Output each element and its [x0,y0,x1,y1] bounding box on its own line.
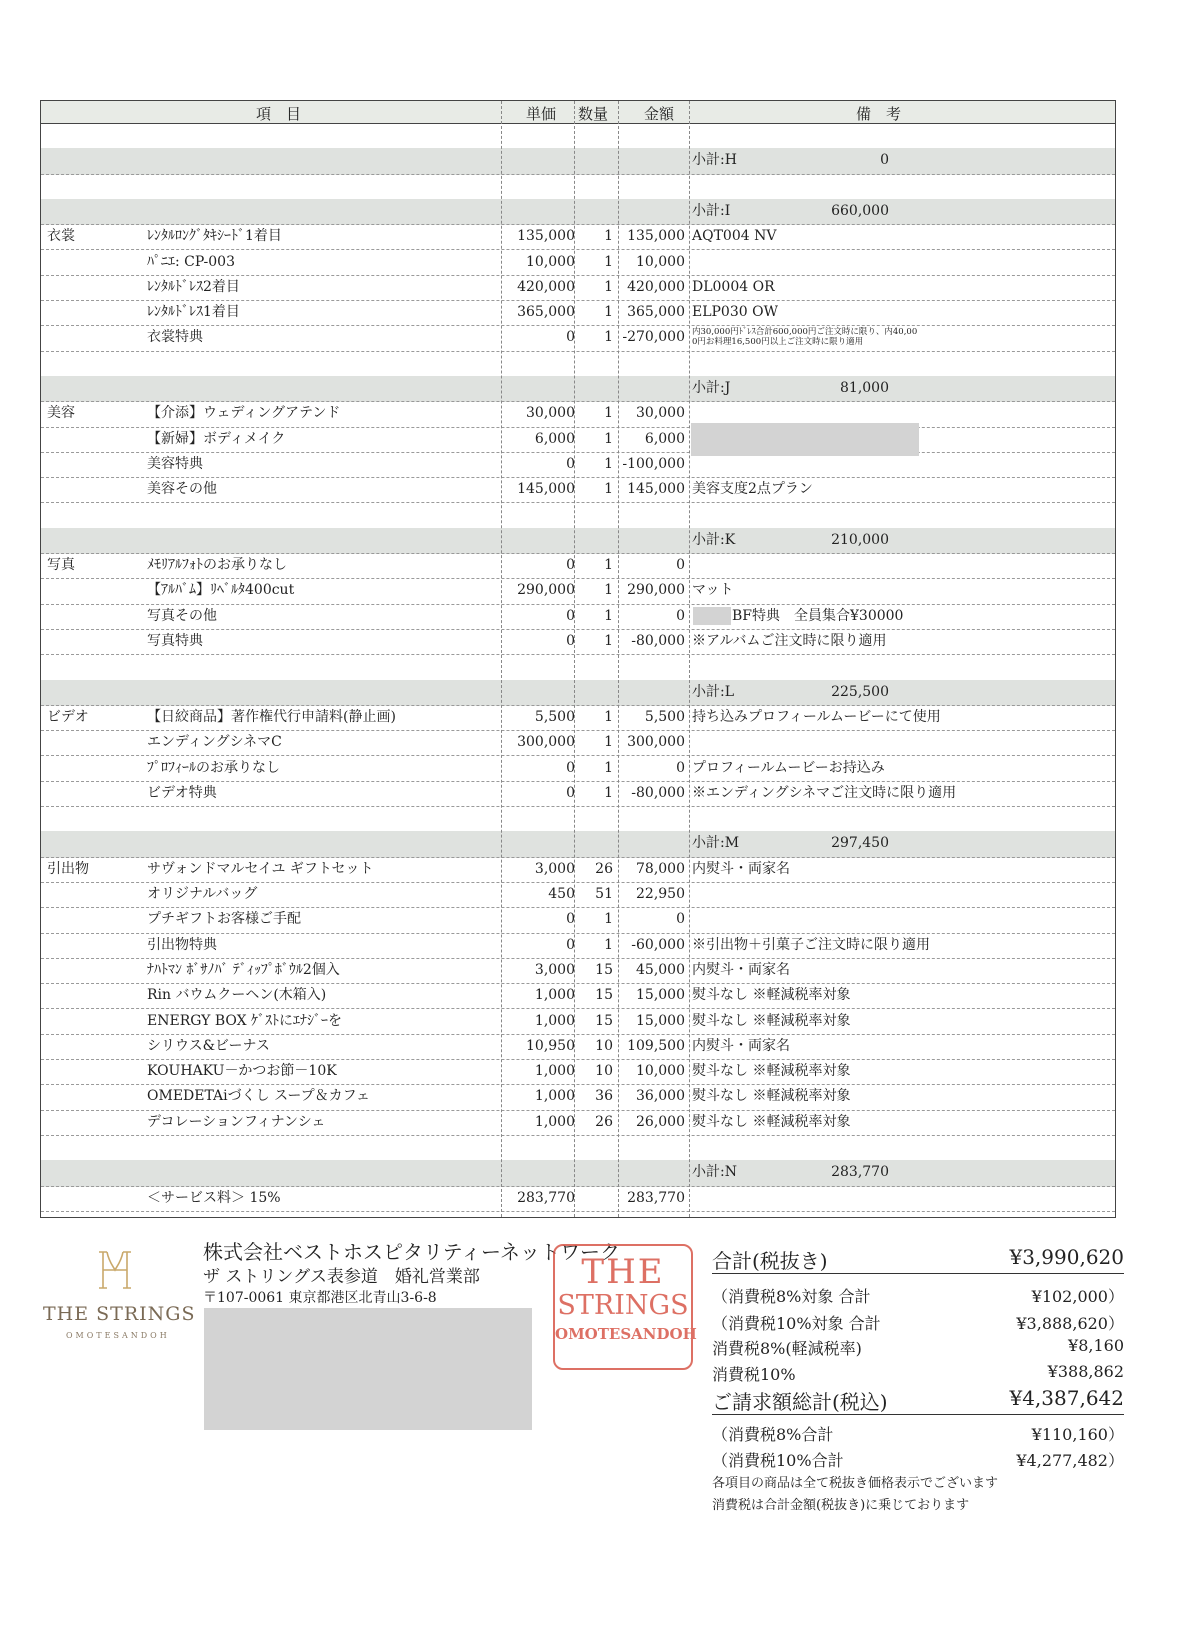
redacted-block [204,1308,532,1430]
table-row [41,705,1115,731]
amount: 6,000 [644,430,685,447]
subtotal-value: 210,000 [831,531,889,548]
category-label: 美容 [47,405,75,422]
unit-price: 0 [566,784,575,801]
amount: 30,000 [636,405,685,422]
subtotal-row [41,376,1115,402]
company-seal-stamp: THE STRINGS OMOTESANDOH [553,1244,693,1370]
amount: -80,000 [631,633,685,649]
unit-price: 283,770 [517,1189,575,1206]
quantity: 1 [604,911,613,928]
item-name: ﾊﾟﾆｴ: CP-003 [147,253,235,270]
item-name: 美容特典 [147,455,203,472]
column-divider [689,101,690,1217]
amount: 420,000 [627,278,685,295]
amount: 300,000 [627,734,685,751]
column-divider [574,101,575,1217]
grand-total: ご請求額総計(税込) ¥4,387,642 [712,1386,1124,1414]
category-label: ビデオ [47,708,89,725]
blank-row [41,123,1115,149]
note: 内30,000円ﾄﾞﾚｽ合計600,000円ご注文時に限り、内40,00 [692,327,918,338]
table-row [41,1084,1115,1110]
unit-price: 450 [548,886,575,902]
redacted-block [693,607,731,625]
company-department: ザ ストリングス表参道 婚礼営業部 [203,1267,480,1287]
quantity: 1 [604,607,613,624]
unit-price: 365,000 [517,304,575,321]
subtotal-label: 小計:M [692,835,740,852]
unit-price: 0 [566,557,575,574]
amount: 10,000 [636,253,685,270]
table-row [41,325,1115,351]
footnote-1: 各項目の商品は全て税抜き価格表示でございます [712,1476,999,1491]
item-name: KOUHAKU－かつお節－10K [147,1063,337,1080]
table-row [41,983,1115,1009]
table-row [41,275,1115,301]
note-line-2: 0円お料理16,500円以上ご注文時に限り適用 [692,337,864,348]
note: 熨斗なし ※軽減税率対象 [692,1063,851,1080]
quantity: 1 [604,784,613,801]
quantity: 1 [604,481,613,498]
table-row [41,781,1115,807]
logo-text: THE STRINGS [43,1303,196,1325]
note: 熨斗なし ※軽減税率対象 [692,1012,851,1029]
unit-price: 30,000 [526,405,575,422]
blank-row [41,1135,1115,1161]
quantity: 1 [604,329,613,346]
subtotal-row [41,528,1115,554]
table-row [41,882,1115,908]
unit-price: 1,000 [534,1113,575,1130]
footnote-2: 消費税は合計金額(税抜き)に乗じております [712,1498,970,1513]
quantity: 15 [595,987,613,1004]
subtotal-row [41,199,1115,225]
quantity: 1 [604,430,613,447]
column-divider [618,101,619,1217]
blank-row [41,174,1115,200]
table-row [41,604,1115,630]
item-name: 写真その他 [147,607,217,624]
category-label: 衣裳 [47,228,75,245]
quantity: 1 [604,278,613,295]
table-row [41,1186,1115,1212]
unit-price: 1,000 [534,1063,575,1080]
unit-price: 10,000 [526,253,575,270]
quantity: 51 [595,886,613,902]
quantity: 1 [604,228,613,245]
quantity: 10 [595,1063,613,1080]
quantity: 1 [604,582,613,599]
amount: 26,000 [636,1113,685,1130]
quantity: 26 [595,1113,613,1130]
unit-price: 300,000 [517,734,575,751]
note: ELP030 OW [692,304,778,321]
amount: 78,000 [636,860,685,877]
table-row [41,452,1115,478]
item-name: 【新婦】ボディメイク [147,430,286,447]
amount: 0 [676,759,685,776]
subtotal-row [41,680,1115,706]
unit-price: 6,000 [534,430,575,447]
item-name: プチギフトお客様ご手配 [147,911,301,928]
company-name: 株式会社ベストホスピタリティーネットワーク [203,1240,620,1264]
note: 熨斗なし ※軽減税率対象 [692,1113,851,1130]
item-name: 写真特典 [147,633,203,649]
unit-price: 0 [566,936,575,953]
item-name: 【日絞商品】著作権代行申請料(静止画) [147,708,396,725]
item-name: ﾅﾊﾄﾏﾝ ﾎﾞｻﾉﾊﾞ ﾃﾞｨｯﾌﾟﾎﾞｳﾙ2個入 [147,961,340,978]
quantity: 1 [604,405,613,422]
amount: -270,000 [622,329,685,346]
item-name: ﾚﾝﾀﾙﾄﾞﾚｽ2着目 [147,278,240,295]
subtotal-row [41,831,1115,857]
table-row [41,578,1115,604]
quantity: 1 [604,936,613,953]
subtotal-label: 小計:H [692,152,737,169]
table-row [41,224,1115,250]
item-name: ﾒﾓﾘｱﾙﾌｫﾄのお承りなし [147,557,287,574]
table-row [41,300,1115,326]
table-row [41,553,1115,579]
subtotal-row [41,1160,1115,1186]
item-name: サヴォンドマルセイユ ギフトセット [147,860,374,877]
quantity: 1 [604,734,613,751]
blank-row [41,503,1115,529]
amount: 135,000 [627,228,685,245]
amount: -60,000 [631,936,685,953]
unit-price: 3,000 [534,961,575,978]
amount: 0 [676,911,685,928]
header-qty: 数量 [578,105,609,123]
item-name: 【介添】ウェディングアテンド [147,405,341,422]
table-row [41,401,1115,427]
blank-row [41,351,1115,377]
item-name: OMEDETAiづくし スープ＆カフェ [147,1088,370,1105]
table-row [41,427,1115,453]
table-row [41,933,1115,959]
amount: -100,000 [622,455,685,472]
item-name: ﾚﾝﾀﾙﾄﾞﾚｽ1着目 [147,304,240,321]
subtotal-value: 225,500 [831,683,889,700]
blank-row [41,654,1115,680]
unit-price: 5,500 [534,708,575,725]
item-name: デコレーションフィナンシェ [147,1113,326,1130]
unit-price: 0 [566,633,575,649]
unit-price: 0 [566,455,575,472]
item-name: エンディングシネマC [147,734,282,751]
unit-price: 0 [566,329,575,346]
amount: 45,000 [636,961,685,978]
subtotal-label: 小計:K [692,531,736,548]
subtotal-label: 小計:N [692,1164,737,1181]
subtotal-label: 小計:L [692,683,735,700]
blank-row [41,806,1115,832]
amount: 15,000 [636,987,685,1004]
unit-price: 0 [566,607,575,624]
unit-price: 1,000 [534,987,575,1004]
unit-price: 1,000 [534,1012,575,1029]
quantity: 1 [604,304,613,321]
quantity: 26 [595,860,613,877]
header-unit-price: 単価 [526,105,557,123]
amount: 22,950 [636,886,685,902]
note: 持ち込みプロフィールムービーにて使用 [692,708,941,725]
item-name: ﾌﾟﾛﾌｨｰﾙのお承りなし [147,759,280,776]
table-row [41,907,1115,933]
subtotal-value: 283,770 [831,1164,889,1181]
item-name: 衣裳特典 [147,329,203,346]
note: 美容支度2点プラン [692,481,813,498]
table-row [41,1009,1115,1035]
table-row [41,730,1115,756]
item-name: 【ｱﾙﾊﾞﾑ】ﾘﾍﾞﾙﾀ400cut [147,582,295,599]
note: 内熨斗・両家名 [692,961,790,978]
note: ※引出物＋引菓子ご注文時に限り適用 [692,936,930,953]
note: 熨斗なし ※軽減税率対象 [692,1088,851,1105]
subtotal-label: 小計:I [692,202,731,219]
note: プロフィールムービーお持込み [692,759,885,776]
amount: 283,770 [627,1189,685,1206]
table-row [41,250,1115,276]
amount: 0 [676,557,685,574]
unit-price: 0 [566,911,575,928]
amount: 15,000 [636,1012,685,1029]
note: 内熨斗・両家名 [692,860,790,877]
item-name: ＜サービス料＞ 15% [147,1189,281,1206]
note: マット [692,582,734,599]
header-note: 備 考 [856,105,902,123]
subtotal-value: 81,000 [840,380,889,396]
item-name: シリウス&ビーナス [147,1037,270,1054]
subtotal-value: 0 [880,152,889,169]
item-name: ENERGY BOX ｹﾞｽﾄにｴﾅｼﾞｰを [147,1012,343,1029]
amount: 290,000 [627,582,685,599]
unit-price: 135,000 [517,228,575,245]
item-name: 美容その他 [147,481,217,498]
amount: 145,000 [627,481,685,498]
category-label: 写真 [47,557,75,574]
quantity: 36 [595,1088,613,1105]
strings-logo-icon [95,1248,135,1292]
table-row [41,1110,1115,1136]
amount: -80,000 [631,784,685,801]
note: DL0004 OR [692,278,775,295]
unit-price: 420,000 [517,278,575,295]
quantity: 1 [604,455,613,472]
amount: 10,000 [636,1063,685,1080]
amount: 365,000 [627,304,685,321]
unit-price: 290,000 [517,582,575,599]
unit-price: 10,950 [526,1037,575,1054]
header-item: 項 目 [256,105,302,123]
amount: 109,500 [627,1037,685,1054]
item-name: オリジナルバッグ [147,886,258,902]
note: 内熨斗・両家名 [692,1037,790,1054]
unit-price: 0 [566,759,575,776]
note: BF特典 全員集合¥30000 [732,607,904,624]
amount: 36,000 [636,1088,685,1105]
item-name: Rin バウムクーヘン(木箱入) [147,987,327,1004]
quantity: 1 [604,557,613,574]
quantity: 1 [604,708,613,725]
table-row [41,857,1115,883]
company-address: 〒107-0061 東京都港区北青山3-6-8 [203,1290,437,1306]
estimate-table [40,100,1116,1218]
note: ※エンディングシネマご注文時に限り適用 [692,784,957,801]
table-row [41,1059,1115,1085]
table-row [41,958,1115,984]
subtotal-value: 297,450 [831,835,889,852]
table-row [41,629,1115,655]
unit-price: 3,000 [534,860,575,877]
quantity: 1 [604,633,613,649]
header-amount: 金額 [644,105,675,123]
item-name: 引出物特典 [147,936,217,953]
note: AQT004 NV [692,228,777,245]
quantity: 1 [604,253,613,270]
logo-subtext: OMOTESANDOH [66,1331,170,1340]
subtotal-row [41,148,1115,174]
quantity: 10 [595,1037,613,1054]
table-row [41,1034,1115,1060]
unit-price: 145,000 [517,481,575,498]
quantity: 15 [595,961,613,978]
column-divider [501,101,502,1217]
table-row [41,477,1115,503]
amount: 0 [676,607,685,624]
quantity: 15 [595,1012,613,1029]
quantity: 1 [604,759,613,776]
total-excl-tax: 合計(税抜き) ¥3,990,620 [712,1245,1124,1273]
table-header [41,101,1115,124]
subtotal-label: 小計:J [692,380,731,396]
item-name: ﾚﾝﾀﾙﾛﾝｸﾞﾀｷｼｰﾄﾞ1着目 [147,228,282,245]
category-label: 引出物 [47,860,89,877]
redacted-block [691,423,919,456]
table-row [41,756,1115,782]
amount: 5,500 [644,708,685,725]
subtotal-value: 660,000 [831,202,889,219]
unit-price: 1,000 [534,1088,575,1105]
note: 熨斗なし ※軽減税率対象 [692,987,851,1004]
item-name: ビデオ特典 [147,784,217,801]
note: ※アルバムご注文時に限り適用 [692,633,887,649]
